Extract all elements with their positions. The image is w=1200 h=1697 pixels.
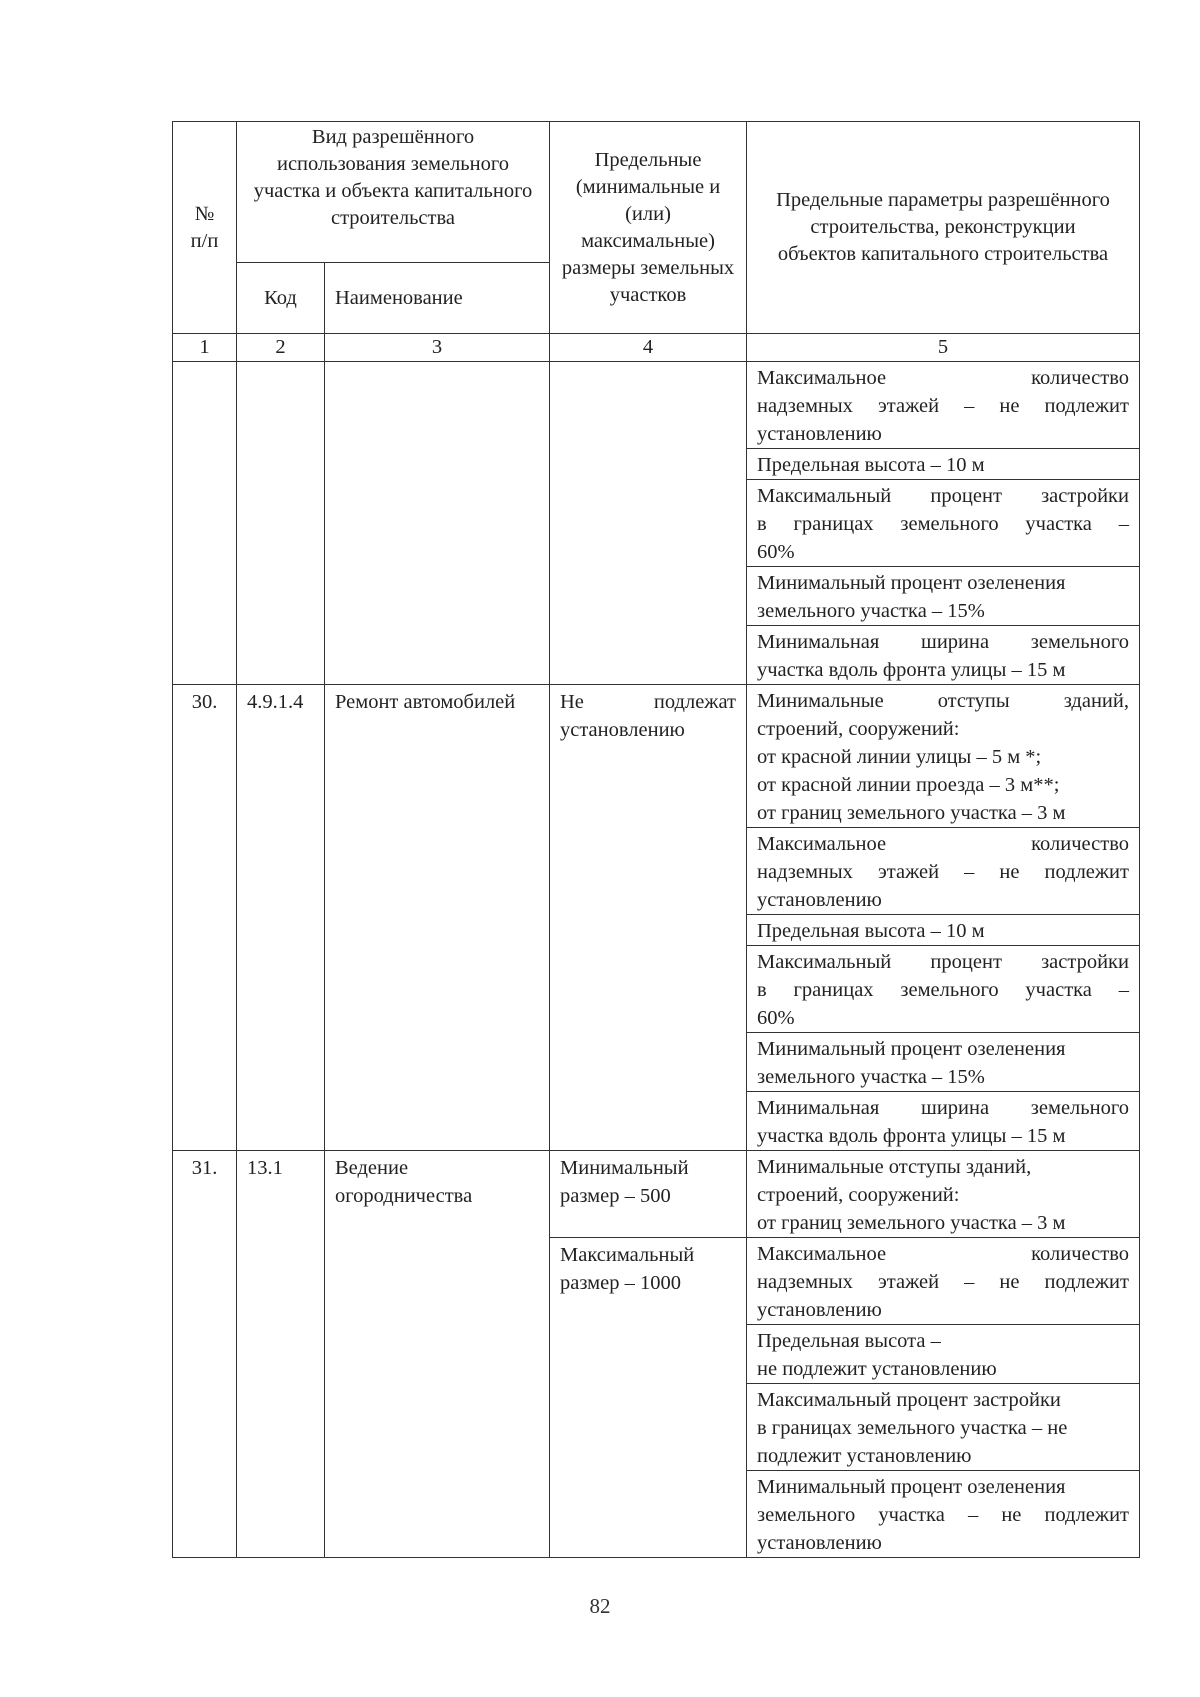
param-line: участка вдоль фронта улицы – 15 м [757,659,1066,681]
param-line: Минимальные отступы зданий, [757,690,1129,712]
param-line: Предельная высота – 10 м [757,920,985,942]
size-text: Минимальный размер – 500 [560,1157,689,1207]
continuation-size [550,362,747,685]
param-line: земельного участка – 15% [757,600,985,622]
continuation-num [173,362,237,685]
param-line: установлению [757,423,882,445]
param-line: Максимальный процент застройки [757,951,1129,973]
param-line: Предельная высота – 10 м [757,454,985,476]
param-max-floors [747,362,1140,449]
column-number: 1 [173,334,237,362]
column-number: 4 [550,334,747,362]
param-line: строений, сооружений: [757,718,960,740]
column-number: 5 [747,334,1140,362]
param-line: земельного участка – 15% [757,1066,985,1088]
param-line: установлению [757,889,882,911]
param-max-floors [747,828,1140,915]
param-line: Минимальная ширина земельного [757,631,1129,653]
table-row-30 [173,685,1140,828]
param-min-greenery [747,1033,1140,1092]
header-use-type: Вид разрешённого использования земельного участка и объекта капитального строительства [237,122,550,263]
row-plot-size [550,685,747,1151]
continuation-row [173,362,1140,449]
param-line: от границ земельного участка – 3 м [757,1212,1066,1234]
param-line: не подлежит установлению [757,1358,997,1380]
param-line: в границах земельного участка – [757,513,1129,535]
header-num: № п/п [173,122,237,334]
param-min-setbacks [747,685,1140,828]
row-code: 4.9.1.4 [237,685,325,1151]
param-line: Минимальный процент озеленения [757,1476,1066,1498]
param-line: Минимальные отступы зданий, [757,1156,1032,1178]
size-text: Максимальный размер – 1000 [560,1244,695,1294]
param-line: Предельная высота – [757,1330,941,1352]
param-max-floors [747,1238,1140,1325]
header-name: Наименование [325,263,550,334]
param-line: Минимальная ширина земельного [757,1097,1129,1119]
column-number: 2 [237,334,325,362]
param-max-height [747,1325,1140,1384]
param-max-coverage [747,1384,1140,1471]
row-name: Ремонт автомобилей [325,685,550,1151]
param-line: Максимальный процент застройки [757,485,1129,507]
continuation-code [237,362,325,685]
param-line: участка вдоль фронта улицы – 15 м [757,1125,1066,1147]
param-max-height [747,449,1140,480]
param-line: установлению [757,1532,882,1554]
param-line: надземных этажей – не подлежит [757,395,1129,417]
land-use-table [172,121,1140,1558]
size-text: Не подлежат установлению [560,691,736,741]
param-line: Минимальный процент озеленения [757,1038,1066,1060]
row-number: 30. [173,685,237,1151]
param-min-frontage [747,1092,1140,1151]
param-line: Максимальное количество [757,1243,1129,1265]
param-min-greenery [747,1471,1140,1558]
row-plot-size-min [550,1151,747,1238]
header-build-params: Предельные параметры разрешённого строительства, реконструкции объектов капитального строительства [747,122,1140,334]
param-line: 60% [757,1007,795,1029]
param-line: Минимальный процент озеленения [757,572,1066,594]
continuation-name [325,362,550,685]
header-plot-sizes: Предельные (минимальные и (или) максимальные) размеры земельных участков [550,122,747,334]
param-max-height [747,915,1140,946]
param-line: от красной линии улицы – 5 м *; [757,746,1042,768]
row-plot-size-max [550,1238,747,1558]
param-line: от границ земельного участка – 3 м [757,802,1066,824]
row-code: 13.1 [237,1151,325,1558]
row-number: 31. [173,1151,237,1558]
param-line: от красной линии проезда – 3 м**; [757,774,1060,796]
param-line: подлежит установлению [757,1445,972,1467]
page-number: 82 [589,1594,611,1618]
param-line: в границах земельного участка – [757,979,1129,1001]
column-number: 3 [325,334,550,362]
param-line: строений, сооружений: [757,1184,960,1206]
param-min-frontage [747,626,1140,685]
param-line: Максимальное количество [757,367,1129,389]
param-line: надземных этажей – не подлежит [757,861,1129,883]
param-max-coverage [747,946,1140,1033]
table-row-31 [173,1151,1140,1238]
param-line: Максимальный процент застройки [757,1389,1061,1411]
param-min-setbacks [747,1151,1140,1238]
param-min-greenery [747,567,1140,626]
param-line: Максимальное количество [757,833,1129,855]
param-line: земельного участка – не подлежит [757,1504,1129,1526]
param-line: надземных этажей – не подлежит [757,1271,1129,1293]
row-name: Ведение огородничества [325,1151,550,1558]
param-line: установлению [757,1299,882,1321]
param-line: 60% [757,541,795,563]
param-line: в границах земельного участка – не [757,1417,1068,1439]
param-max-coverage [747,480,1140,567]
column-number-row [173,334,1140,362]
header-code: Код [237,263,325,334]
